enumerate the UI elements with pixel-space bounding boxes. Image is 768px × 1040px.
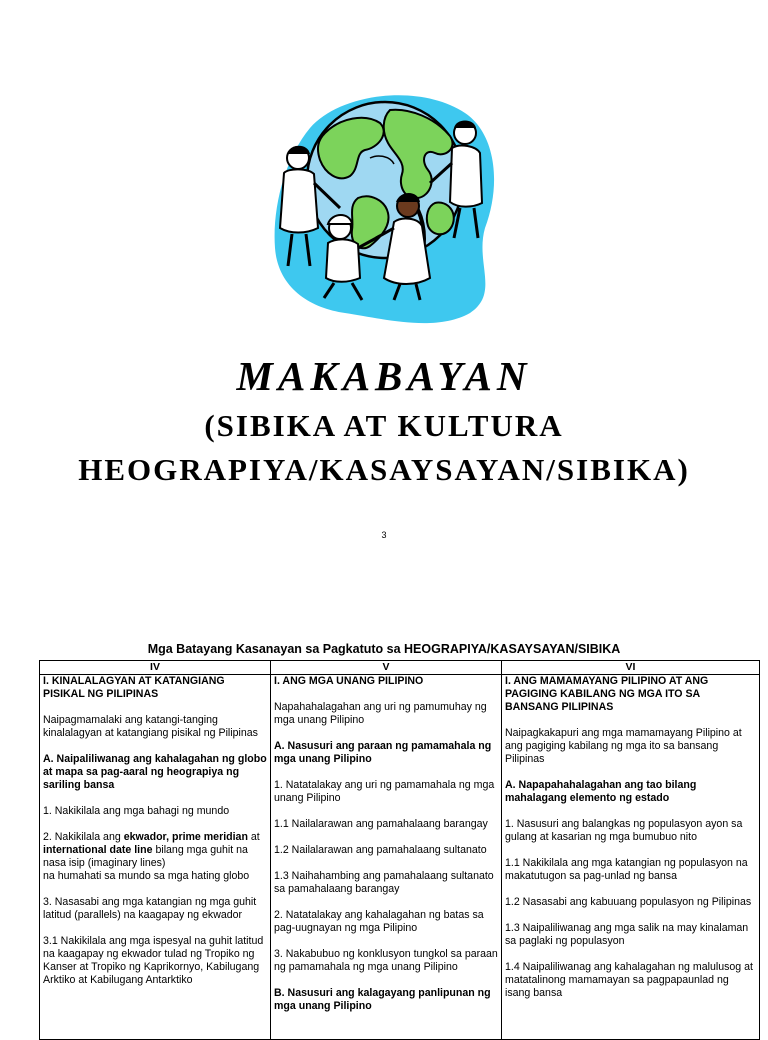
- col2-section-b: B. Nasusuri ang kalagayang panlipunan ng mga unang Pilipino: [274, 987, 491, 1012]
- col1-item-3: 3. Nasasabi ang mga katangian ng mga guhit latitud (parallels) na kaagapay ng ekwador: [43, 896, 257, 921]
- col1-item-1: 1. Nakikilala ang mga bahagi ng mundo: [43, 805, 230, 817]
- col2-item-1-3: 1.3 Naihahambing ang pamahalaang sultanato sa pamahalaang barangay: [274, 870, 494, 895]
- globe-children-clipart: [270, 88, 500, 324]
- col1-section-a: A. Naipaliliwanag ang kahalagahan ng globo at mapa sa pag-aaral ng heograpiya ng sariling bansa: [43, 753, 267, 791]
- col3-section-a: A. Napapahahalagahan ang tao bilang mahalagang elemento ng estado: [505, 779, 697, 804]
- col3-item-1-4: 1.4 Naipaliliwanag ang kahalagahan ng malulusog at matatalinong mamamayan sa pagpapaunlad ng isang bansa: [505, 961, 753, 999]
- column-header-iv: IV: [40, 661, 271, 675]
- col3-item-1-1: 1.1 Nakikilala ang mga katangian ng populasyon na makatutugon sa pag-unlad ng bansa: [505, 857, 748, 882]
- col2-item-1-2: 1.2 Nailalarawan ang pamahalaang sultanato: [274, 844, 487, 856]
- col3-intro: Naipagkakapuri ang mga mamamayang Pilipino at ang pagiging kabilang ng mga ito sa bansang Pilipinas: [505, 727, 742, 765]
- col2-item-1-1: 1.1 Nailalarawan ang pamahalaang barangay: [274, 818, 488, 830]
- subtitle-line-2: HEOGRAPIYA/KASAYSAYAN/SIBIKA): [78, 452, 690, 487]
- column-iv-cell: [40, 675, 271, 1040]
- col2-item-3: 3. Nakabubuo ng konklusyon tungkol sa paraan ng pamamahala ng mga unang Pilipino: [274, 948, 498, 973]
- col1-item-2-text-c: bilang mga guhit na nasa isip (imaginary lines): [43, 844, 248, 869]
- col2-section-a: A. Nasusuri ang paraan ng pamamahala ng mga unang Pilipino: [274, 740, 492, 765]
- col1-item-2-text-b: at: [247, 831, 260, 843]
- page-number: 3: [381, 530, 387, 540]
- col3-item-1-2: 1.2 Nasasabi ang kabuuang populasyon ng Pilipinas: [505, 896, 752, 908]
- main-title: MAKABAYAN: [236, 353, 532, 399]
- column-header-vi: VI: [502, 661, 760, 675]
- col1-item-2-text-d: na humahati sa mundo sa mga hating globo: [43, 870, 250, 882]
- col3-item-1: 1. Nasusuri ang balangkas ng populasyon ayon sa gulang at kasarian ng mga bumubuo nito: [505, 818, 743, 843]
- col1-item-2-bold-a: ekwador, prime meridian: [123, 831, 248, 843]
- col2-item-1: 1. Natatalakay ang uri ng pamamahala ng mga unang Pilipino: [274, 779, 495, 804]
- col1-item-2: [43, 831, 267, 883]
- col1-item-2-bold-b: international date line: [43, 844, 153, 856]
- col1-intro: Naipagmamalaki ang katangi-tanging kinalalagyan at katangiang pisikal ng Pilipinas: [43, 714, 258, 739]
- column-header-v: V: [271, 661, 502, 675]
- col1-item-2-text-a: 2. Nakikilala ang: [43, 831, 124, 843]
- col1-item-3-1: 3.1 Nakikilala ang mga ispesyal na guhit latitud na kaagapay ng ekwador tulad ng Tropiko ng Kanser at Tropiko ng Kaprikornyo, Kabilugang Arktiko at Kabilugang Antarktiko: [43, 935, 264, 986]
- column-v-cell: [271, 675, 502, 1040]
- col1-heading: I. KINALALAGYAN AT KATANGIANG PISIKAL NG PILIPINAS: [43, 675, 225, 700]
- subtitle-line-1: (SIBIKA AT KULTURA: [204, 408, 564, 443]
- col2-intro: Napahahalagahan ang uri ng pamumuhay ng mga unang Pilipino: [274, 701, 487, 726]
- column-vi-cell: [502, 675, 760, 1040]
- col3-heading: I. ANG MAMAMAYANG PILIPINO AT ANG PAGIGING KABILANG NG MGA ITO SA BANSANG PILIPINAS: [505, 675, 709, 713]
- col3-item-1-3: 1.3 Naipaliliwanag ang mga salik na may kinalaman sa paglaki ng populasyon: [505, 922, 749, 947]
- col2-item-2: 2. Natatalakay ang kahalagahan ng batas sa pag-uugnayan ng mga Pilipino: [274, 909, 484, 934]
- col2-heading: I. ANG MGA UNANG PILIPINO: [274, 675, 424, 687]
- skills-table: [39, 660, 760, 1040]
- table-caption: Mga Batayang Kasanayan sa Pagkatuto sa HEOGRAPIYA/KASAYSAYAN/SIBIKA: [147, 642, 621, 656]
